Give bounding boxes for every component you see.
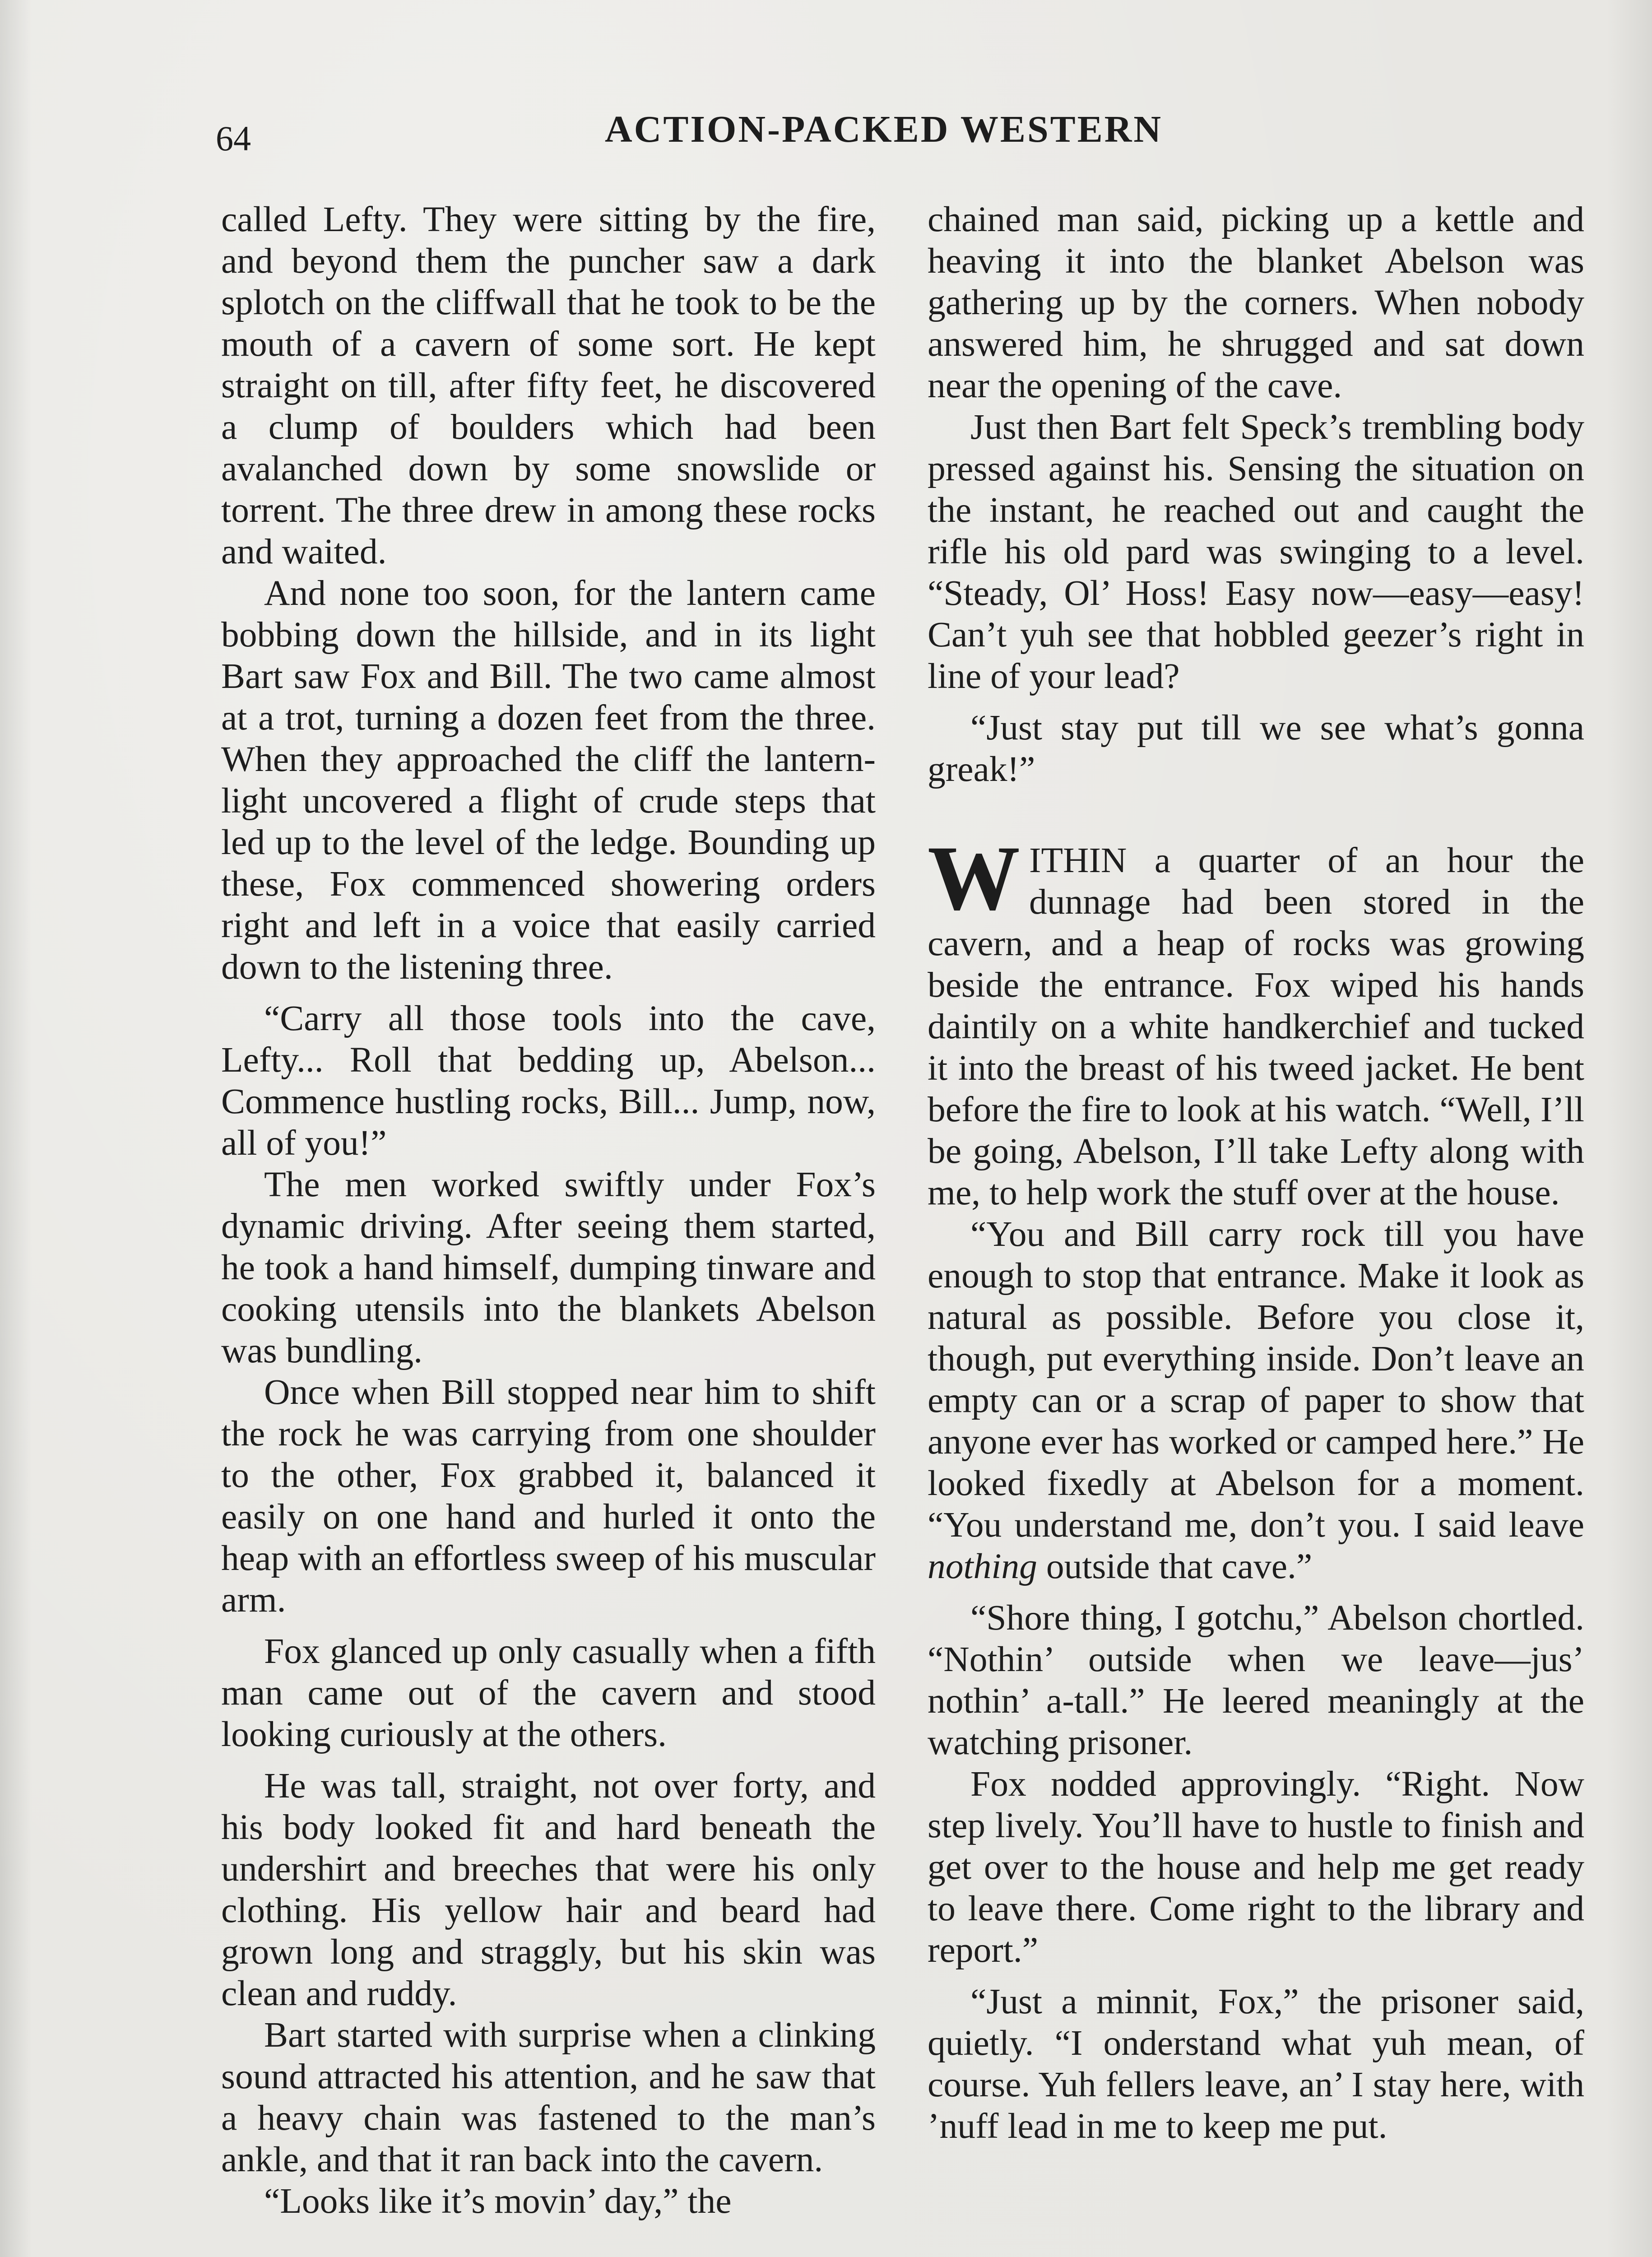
paragraph: “Looks like it’s movin’ day,” the xyxy=(264,2181,732,2221)
section-opening-paragraph xyxy=(928,827,1584,1213)
paragraph: “Shore thing, I gotchu,” Abelson chortled. “Nothin’ outside when we leave—jus’ nothin’ a-tall.” He leered meaningly at the watching prisoner. xyxy=(928,1598,1584,1762)
paragraph xyxy=(928,1213,1584,1587)
paragraph-continuation: chained man said, picking up a kettle and heaving it into the blanket Abelson was gathering up by the corners. When nobody answered him, he shrugged and sat down near the opening of the cave. xyxy=(928,200,1584,405)
paragraph: Just then Bart felt Speck’s trembling body pressed against his. Sensing the situation on the instant, he reached out and caught the rifle his old pard was swinging to a level. “Steady, Ol’ Hoss! Easy now—easy—easy! Can’t yuh see that hobbled geezer’s right in line of your lead? xyxy=(928,407,1584,696)
paragraph: called Lefty. They were sitting by the fire, and beyond them the puncher saw a dark splotch on the cliffwall that he took to be the mouth of a cavern of some sort. He kept straight on till, after fifty feet, he discovered a clump of boulders which had been avalanched down by some snowslide or torrent. The three drew in among these rocks and waited. xyxy=(221,200,876,571)
page-number: 64 xyxy=(216,119,251,158)
text-column-left xyxy=(221,199,876,2222)
paragraph-text: “You and Bill carry rock till you have enough to stop that entrance. Make it look as natural as possible. Before you close it, though, put everything inside. Don’t leave an empty can or a scrap of paper to show that anyone ever has worked or camped here.” He looked fixedly at Abelson for a moment. “You understand me, don’t you. I said leave xyxy=(928,1214,1584,1545)
paragraph: He was tall, straight, not over forty, and his body looked fit and hard beneath the undershirt and breeches that were his only clothing. His yellow hair and beard had grown long and straggly, but his skin was clean and ruddy. xyxy=(221,1766,876,2013)
paragraph: Fox glanced up only casually when a fifth man came out of the cavern and stood looking curiously at the others. xyxy=(221,1631,876,1754)
paragraph: Fox nodded approvingly. “Right. Now step lively. You’ll have to hustle to finish and get over to the house and help me get ready to leave there. Come right to the library and report.” xyxy=(928,1764,1584,1970)
paragraph: And none too soon, for the lantern came bobbing down the hillside, and in its light Bart saw Fox and Bill. The two came almost at a trot, turning a dozen feet from the three. When they approached the cliff the lantern-light uncovered a flight of crude steps that led up to the level of the ledge. Bounding up these, Fox commenced showering orders right and left in a voice that easily carried down to the listening three. xyxy=(221,573,876,987)
paragraph: “Carry all those tools into the cave, Lefty... Roll that bedding up, Abelson... Commence hustling rocks, Bill... Jump, now, all of you!” xyxy=(221,998,876,1163)
running-title: ACTION-PACKED WESTERN xyxy=(605,108,1163,150)
text-column-right xyxy=(928,199,1584,2147)
paragraph: “Just a minnit, Fox,” the prisoner said, quietly. “I onderstand what yuh mean, of course. Yuh fellers leave, an’ I stay here, with ’nuff lead in me to keep me put. xyxy=(928,1982,1584,2146)
drop-cap: W xyxy=(928,827,1020,929)
paragraph: “Just stay put till we see what’s gonna greak!” xyxy=(928,708,1584,789)
paragraph-text: outside that cave.” xyxy=(1046,1546,1313,1586)
emphasis: nothing xyxy=(928,1546,1037,1586)
paragraph: The men worked swiftly under Fox’s dynamic driving. After seeing them started, he took a hand himself, dumping tinware and cooking utensils into the blankets Abelson was bundling. xyxy=(221,1165,876,1370)
paragraph: Once when Bill stopped near him to shift the rock he was carrying from one shoulder to the other, Fox grabbed it, balanced it easily on one hand and hurled it onto the heap with an effortless sweep of his muscular arm. xyxy=(221,1372,876,1620)
paragraph-text: ITHIN a quarter of an hour the dunnage had been stored in the cavern, and a heap of rocks was growing beside the entrance. Fox wiped his hands daintily on a white handkerchief and tucked it into the breast of his tweed jacket. He bent before the fire to look at his watch. “Well, I’ll be going, Abelson, I’ll take Lefty along with me, to help work the stuff over at the house. xyxy=(928,841,1584,1212)
paragraph: Bart started with surprise when a clinking sound attracted his attention, and he saw that a heavy chain was fastened to the man’s ankle, and that it ran back into the cavern. xyxy=(221,2015,876,2179)
